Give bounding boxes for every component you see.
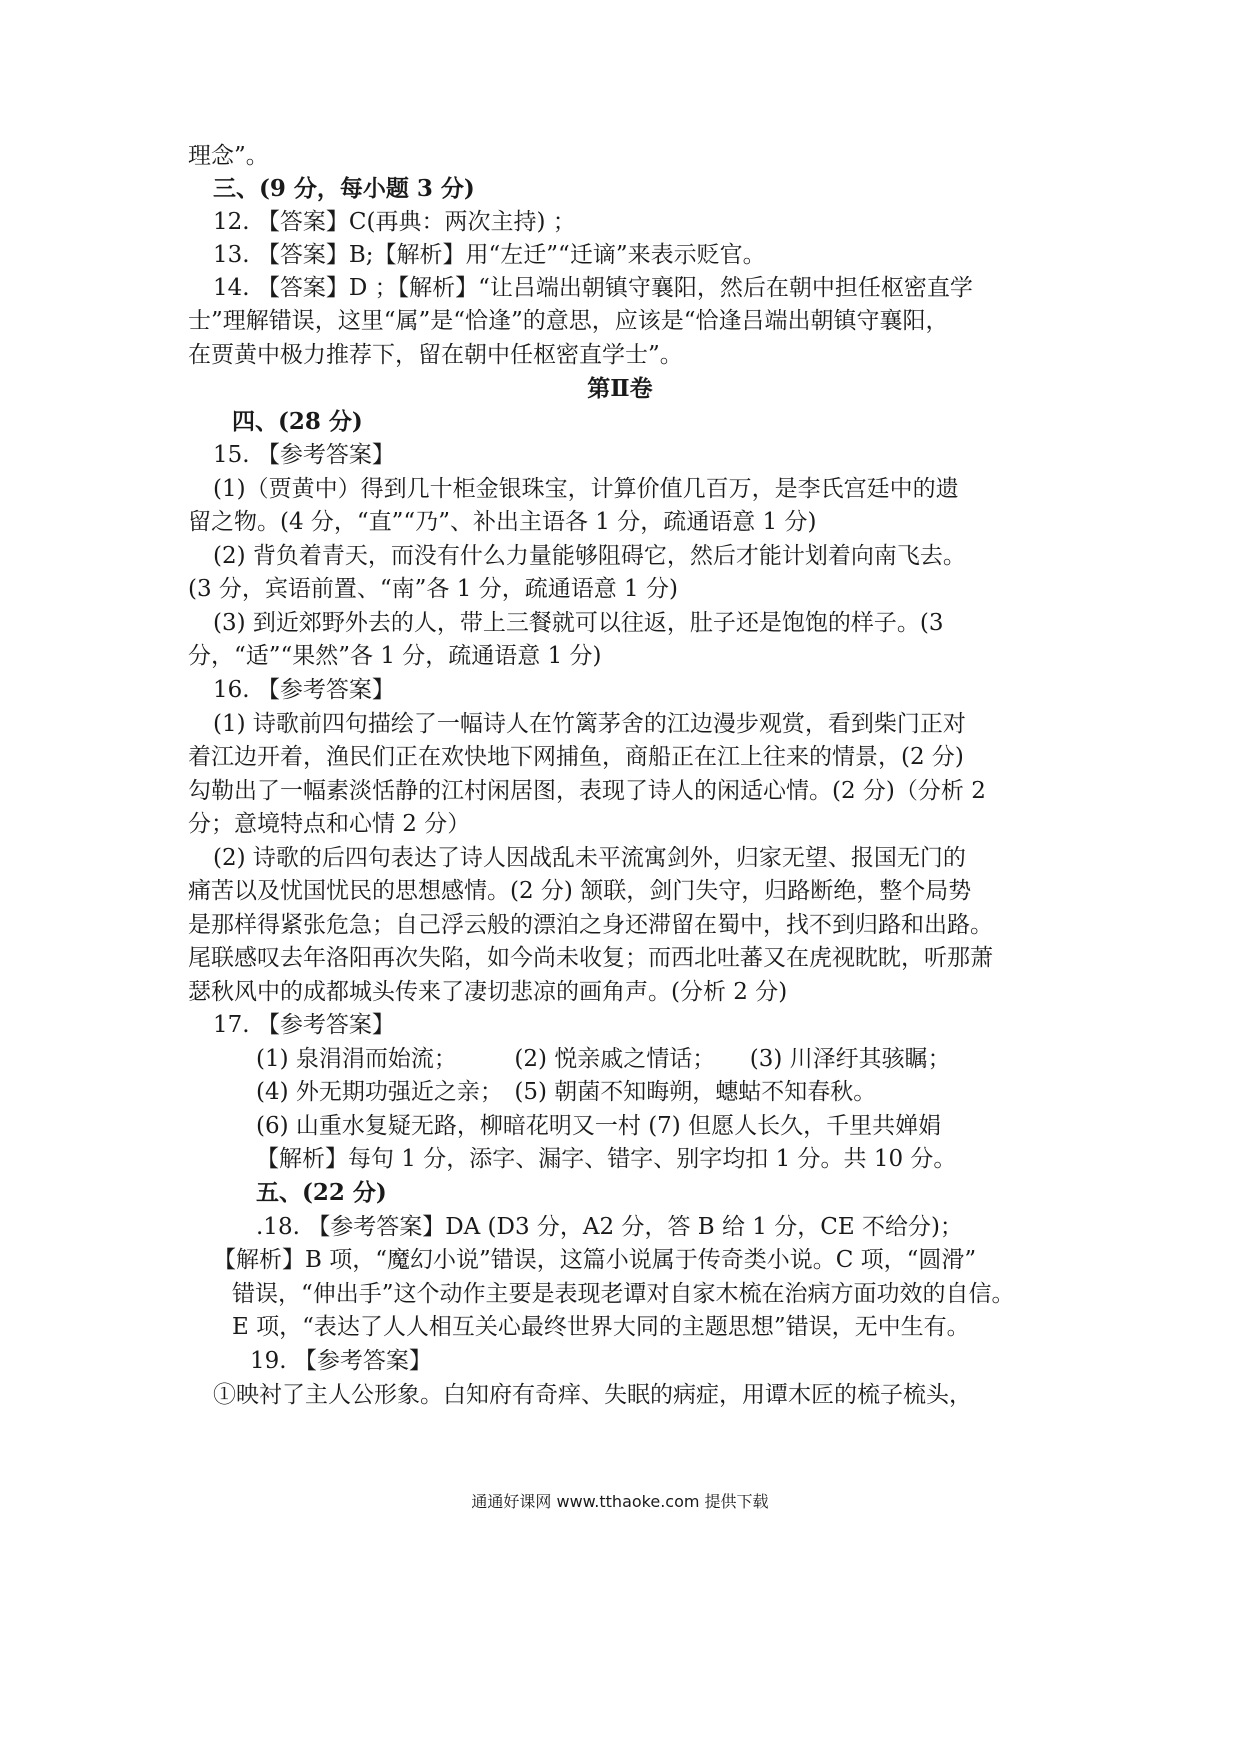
- text-line: 14. 【答案】D ；【解析】“让吕端出朝镇守襄阳，然后在朝中担任枢密直学: [213, 275, 973, 301]
- text-line: (2) 诗歌的后四句表达了诗人因战乱未平流寓剑外，归家无望、报国无门的: [213, 845, 966, 871]
- text-line: (4) 外无期功强近之亲； (5) 朝菌不知晦朔，蟪蛄不知春秋。: [256, 1079, 877, 1105]
- text-line: (1) 泉涓涓而始流； (2) 悦亲戚之情话； (3) 川泽纡其骇瞩；: [256, 1046, 951, 1072]
- text-line: 理念”。: [188, 143, 269, 169]
- text-line: 16. 【参考答案】: [213, 677, 395, 703]
- text-line: .18. 【参考答案】DA (D3 分，A2 分，答 B 给 1 分，CE 不给分)；: [256, 1214, 963, 1240]
- text-line: (3 分，宾语前置、“南”各 1 分，疏通语意 1 分): [188, 576, 678, 602]
- section-heading: 五、(22 分): [256, 1179, 387, 1206]
- text-line: 17. 【参考答案】: [213, 1012, 395, 1038]
- text-line: 错误，“伸出手”这个动作主要是表现老谭对自家木梳在治病方面功效的自信。: [232, 1281, 1015, 1307]
- text-line: 【解析】每句 1 分，添字、漏字、错字、别字均扣 1 分。共 10 分。: [256, 1146, 957, 1172]
- section-heading: 四、(28 分): [232, 408, 363, 435]
- text-line: 分，“适”“果然”各 1 分，疏通语意 1 分): [188, 643, 602, 669]
- text-line: 13. 【答案】B;【解析】用“左迁”“迁谪”来表示贬官。: [213, 242, 766, 268]
- text-line: 痛苦以及忧国忧民的思想感情。(2 分) 颔联，剑门失守，归路断绝，整个局势: [188, 878, 972, 904]
- text-line: 在贾黄中极力推荐下，留在朝中任枢密直学士”。: [188, 342, 683, 368]
- text-line: E 项，“表达了人人相互关心最终世界大同的主题思想”错误，无中生有。: [232, 1314, 970, 1340]
- text-line: 分；意境特点和心情 2 分）: [188, 811, 471, 837]
- section-heading: 三、(9 分，每小题 3 分): [213, 175, 475, 202]
- text-line: (3) 到近郊野外去的人，带上三餐就可以往返，肚子还是饱饱的样子。(3: [213, 610, 944, 636]
- volume-heading: 第Ⅱ卷: [587, 375, 653, 402]
- text-line: 尾联感叹去年洛阳再次失陷，如今尚未收复；而西北吐蕃又在虎视眈眈，听那萧: [188, 945, 993, 971]
- text-line: 勾勒出了一幅素淡恬静的江村闲居图，表现了诗人的闲适心情。(2 分)（分析 2: [188, 778, 986, 804]
- text-line: (2) 背负着青天，而没有什么力量能够阻碍它，然后才能计划着向南飞去。: [213, 543, 966, 569]
- text-line: (1) 诗歌前四句描绘了一幅诗人在竹篱茅舍的江边漫步观赏，看到柴门正对: [213, 711, 966, 737]
- text-line: (1)（贾黄中）得到几十柜金银珠宝，计算价值几百万，是李氏宫廷中的遗: [213, 476, 959, 502]
- text-line: 15. 【参考答案】: [213, 442, 395, 468]
- text-line: 瑟秋风中的成都城头传来了凄切悲凉的画角声。(分析 2 分): [188, 979, 788, 1005]
- text-line: 留之物。(4 分，“直”“乃”、补出主语各 1 分，疏通语意 1 分): [188, 509, 817, 535]
- page-footer: 通通好课网 www.tthaoke.com 提供下载: [471, 1492, 769, 1511]
- text-line: 12. 【答案】C(再典：两次主持) ；: [213, 209, 576, 235]
- text-line: 是那样得紧张危急；自己浮云般的漂泊之身还滞留在蜀中，找不到归路和出路。: [188, 912, 993, 938]
- text-line: 着江边开着，渔民们正在欢快地下网捕鱼，商船正在江上往来的情景，(2 分): [188, 744, 964, 770]
- text-line: 【解析】B 项，“魔幻小说”错误，这篇小说属于传奇类小说。C 项，“圆滑”: [213, 1247, 977, 1273]
- text-line: (6) 山重水复疑无路，柳暗花明又一村 (7) 但愿人长久，千里共婵娟: [256, 1113, 942, 1139]
- text-line: ①映衬了主人公形象。白知府有奇痒、失眠的病症，用谭木匠的梳子梳头，: [213, 1382, 972, 1408]
- text-line: 19. 【参考答案】: [250, 1348, 432, 1374]
- text-line: 士”理解错误，这里“属”是“恰逢”的意思，应该是“恰逢吕端出朝镇守襄阳，: [188, 308, 949, 334]
